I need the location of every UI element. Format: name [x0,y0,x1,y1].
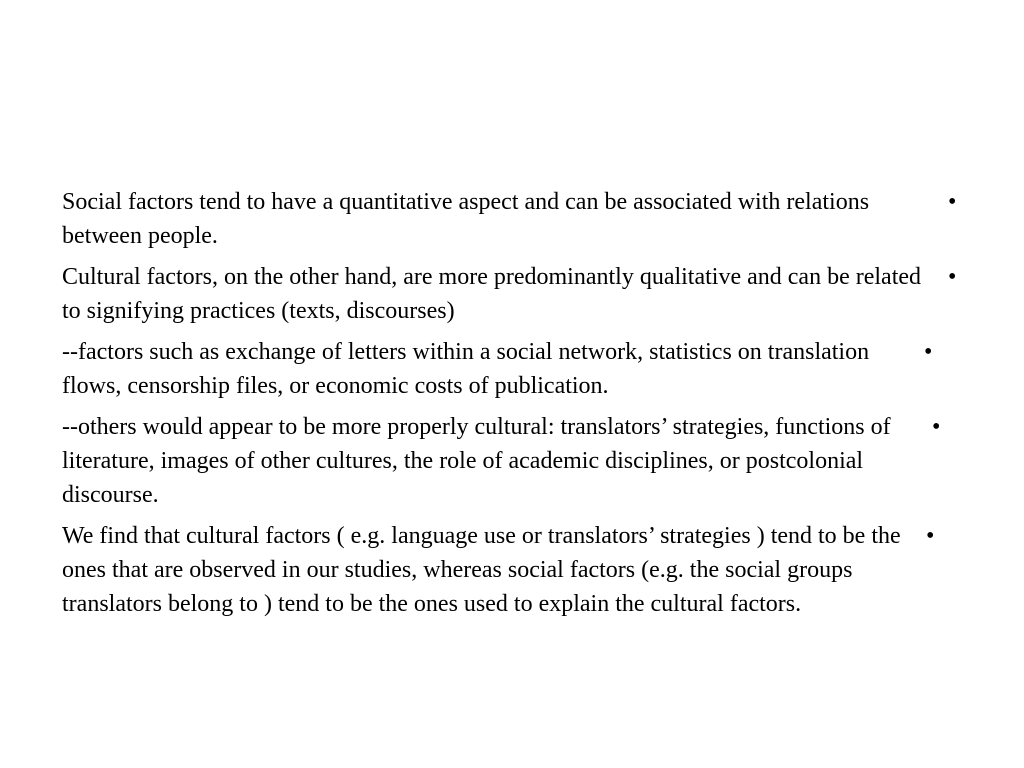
bullet-item-cultural-factors [62,260,972,328]
bullet-icon: • [948,189,957,215]
bullet-text: Social factors tend to have a quantitative aspect and can be associated with relations between people. [62,189,870,249]
bullet-list [62,185,972,628]
bullet-text: --factors such as exchange of letters within a social network, statistics on translation flows, censorship files, or economic costs of publication. [62,339,870,399]
bullet-text: We find that cultural factors ( e.g. language use or translators’ strategies ) tend to be the ones that are observed in our studies, whereas social factors (e.g. the social groups translators belong to ) tend to be the ones used to explain the cultural factors. [62,523,901,617]
bullet-icon: • [948,264,957,290]
bullet-item-conclusion [62,519,972,621]
bullet-item-social-examples [62,335,972,403]
bullet-icon: • [924,339,933,365]
bullet-icon: • [926,523,935,549]
bullet-item-social-factors [62,185,972,253]
bullet-text: Cultural factors, on the other hand, are more predominantly qualitative and can be related to signifying practices (texts, discourses) [62,264,922,324]
bullet-item-cultural-examples [62,410,972,512]
bullet-text: --others would appear to be more properly cultural: translators’ strategies, functions of literature, images of other cultures, the role of academic disciplines, or postcolonial discourse. [62,414,891,508]
bullet-icon: • [932,414,941,440]
